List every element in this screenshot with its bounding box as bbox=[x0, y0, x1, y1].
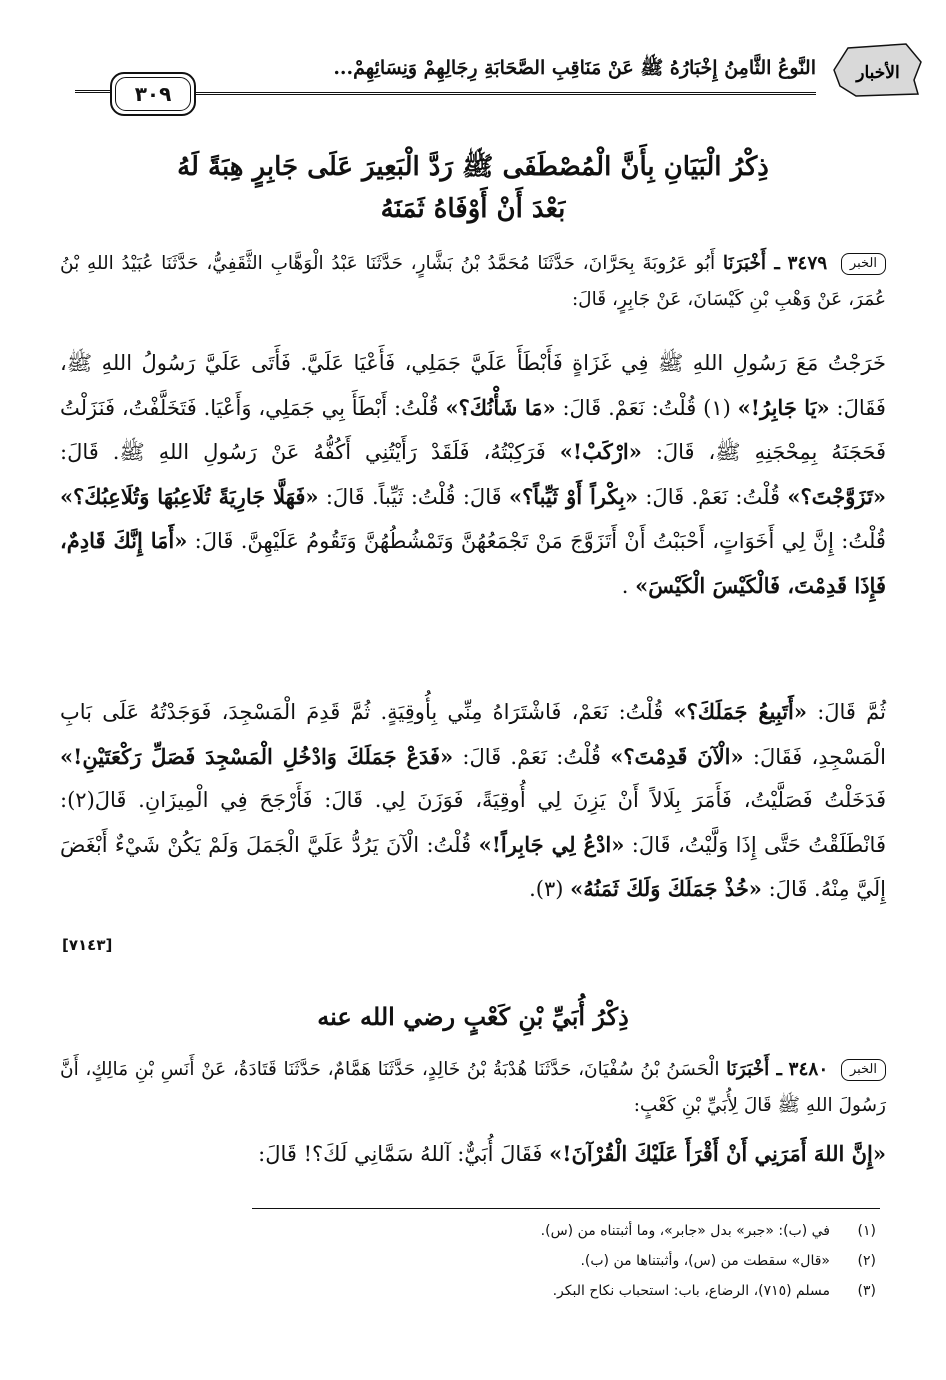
matn-text: قُلْتُ: أَبْطَأَ بِي جَمَلِي، وَأَعْيَا. فَتَخَلَّفْتُ، فَنَزَلْتُ فَحَجَنَهُ بِمِحْجَنِهِ ﷺ، قَالَ: bbox=[60, 395, 886, 464]
footnote-1 bbox=[80, 1216, 876, 1246]
prophet-speech: «خُذْ جَمَلَكَ وَلَكَ ثَمَنُهُ» bbox=[570, 876, 762, 901]
matn-text: ثُمَّ قَالَ: bbox=[817, 700, 886, 724]
prophet-speech: «فَهَلَّا جَارِيَةً تُلَاعِبُهَا وَتُلَاعِبُكَ؟» bbox=[60, 483, 319, 509]
footnote-text: في (ب): «جبر» بدل «جابر»، وما أثبتناه من (س). bbox=[540, 1223, 830, 1239]
matn-text: قُلْتُ: الْآنَ يَرُدُّ عَلَيَّ الْجَمَلَ وَلَمْ يَكُنْ شَيْءٌ أَبْغَضَ إِلَيَّ مِنْهُ. قَالَ: bbox=[60, 832, 886, 901]
prophet-speech: «بِكْراً أَوْ ثَيِّباً؟» bbox=[508, 483, 639, 509]
puzzle-badge-icon bbox=[826, 40, 926, 100]
matn-text: . bbox=[621, 573, 629, 598]
footnote-number: (١) bbox=[857, 1223, 876, 1239]
isnad-text: الْحَسَنُ بْنُ سُفْيَانَ، حَدَّثَنَا هُدْبَةُ بْنُ خَالِدٍ، حَدَّثَنَا هَمَّامٌ، حَدَّثَنَا قَتَادَةُ، عَنْ أَنَسِ بْنِ مَالِكٍ، أَنَّ رَسُولَ اللهِ ﷺ قَالَ لِأُبَيِّ بْنِ كَعْبٍ: bbox=[60, 1059, 886, 1116]
prophet-speech: «تَزَوَّجْتَ؟» bbox=[787, 483, 886, 509]
prophet-speech: «أَمَا إِنَّكَ قَادِمٌ، فَإِذَا قَدِمْتَ، فَالْكَيْسَ الْكَيْسَ» bbox=[60, 528, 886, 598]
matn-text: (٣). bbox=[529, 877, 564, 901]
page-number-box bbox=[110, 72, 196, 116]
matn-text: فَدَخَلْتُ فَصَلَّيْتُ، فَأَمَرَ بِلَالاً أَنْ يَزِنَ لِي أُوقِيَةً، فَوَزَنَ لِي. قَالَ: فَأَرْجَحَ فِي الْمِيزَانِ. قَالَ(٢): فَانْطَلَقْتُ حَتَّى إِذَا وَلَّيْتُ، قَالَ: bbox=[60, 788, 886, 857]
prophet-speech: «الْآنَ قَدِمْتَ؟» bbox=[610, 743, 744, 769]
prophet-speech: «ادْعُ لِي جَابِراً!» bbox=[478, 831, 625, 857]
prophet-speech: «فَدَعْ جَمَلَكَ وَادْخُلِ الْمَسْجِدَ فَصَلِّ رَكْعَتَيْنِ!» bbox=[60, 743, 454, 769]
footnote-number: (٢) bbox=[857, 1253, 876, 1269]
footnote-rule bbox=[252, 1208, 880, 1209]
matn-paragraph-3 bbox=[60, 1132, 886, 1177]
footnote-text: مسلم (٧١٥)، الرضاع، باب: استحباب نكاح البكر. bbox=[552, 1283, 830, 1299]
reference-number: [٧١٤٣] bbox=[62, 936, 113, 954]
akhbarana-label: ـ أَخْبَرَنَا bbox=[722, 253, 780, 274]
prophet-speech: «أَتَبِيعُ جَمَلَكَ؟» bbox=[673, 699, 807, 724]
header-badge-label: الأخبار bbox=[856, 63, 900, 83]
khabar-badge: الخبر bbox=[841, 253, 886, 275]
header-title: النَّوعُ الثَّامِنُ إِخْبَارُهُ ﷺ عَنْ مَنَاقِبِ الصَّحَابَةِ رِجَالِهِمْ وَنِسَائِهِمْ... bbox=[333, 57, 816, 79]
prophet-speech: «إِنَّ اللهَ أَمَرَنِي أَنْ أَقْرَأَ عَلَيْكَ الْقُرْآنَ!» bbox=[549, 1141, 886, 1166]
prophet-speech: «مَا شَأْنُكَ؟» bbox=[445, 394, 556, 420]
isnad-text: أَبُو عَرُوبَةَ بِحَرَّانَ، حَدَّثَنَا مُحَمَّدُ بْنُ بَشَّارٍ، حَدَّثَنَا عَبْدُ الْوَهَّابِ الثَّقَفِيُّ، حَدَّثَنَا عُبَيْدُ اللهِ بْنُ عُمَرَ، عَنْ وَهْبِ بْنِ كَيْسَانَ، عَنْ جَابِرٍ، قَالَ: bbox=[60, 253, 886, 310]
matn-text: قَالَ: قُلْتُ: ثَيِّباً. قَالَ: bbox=[325, 484, 502, 509]
prophet-speech: «ارْكَبْ!» bbox=[559, 439, 642, 464]
hadith-3479-isnad bbox=[60, 246, 886, 318]
matn-text: قُلْتُ: نَعَمْ، فَاشْتَرَاهُ مِنِّي بِأُوقِيَةٍ. ثُمَّ قَدِمَ الْمَسْجِدَ، فَوَجَدْتُهُ عَلَى بَابِ الْمَسْجِدِ، فَقَالَ: bbox=[60, 700, 886, 769]
header-left-rule bbox=[75, 90, 110, 93]
hadith-number: ٣٤٧٩ bbox=[787, 253, 828, 274]
matn-text: فَقَالَ أُبَيٌّ: آللهُ سَمَّانِي لَكَ؟! قَالَ: bbox=[258, 1142, 543, 1166]
matn-text: قُلْتُ: إِنَّ لِي أَخَوَاتٍ، أَحْبَبْتُ أَنْ أَتَزَوَّجَ مَنْ تَجْمَعُهُنَّ وَتَمْشُطُهُنَّ وَتَقُومُ عَلَيْهِنَّ. قَالَ: bbox=[194, 529, 886, 553]
akhbarana-label: ـ أَخْبَرَنَا bbox=[726, 1059, 782, 1080]
section-heading-2: ذِكْرُ أُبَيِّ بْنِ كَعْبٍ رضي الله عنه bbox=[317, 1002, 629, 1031]
matn-text: قُلْتُ: نَعَمْ. قَالَ: bbox=[462, 744, 601, 769]
matn-text: فَرَكِبْتُهُ، فَلَقَدْ رَأَيْتُنِي أَكُفُّهُ عَنْ رَسُولِ اللهِ ﷺ. قَالَ: bbox=[60, 440, 546, 464]
running-header bbox=[85, 40, 926, 130]
heading-line-1: ذِكْرُ الْبَيَانِ بِأَنَّ الْمُصْطَفَى ﷺ رَدَّ الْبَعِيرَ عَلَى جَابِرٍ هِبَةً لَهُ bbox=[177, 152, 769, 182]
matn-text: (١) قُلْتُ: نَعَمْ. قَالَ: bbox=[562, 395, 731, 420]
prophet-speech: «يَا جَابِرُ!» bbox=[737, 394, 830, 420]
footnote-text: «قال» سقطت من (س)، وأثبتناها من (ب). bbox=[580, 1253, 830, 1269]
matn-paragraph-2 bbox=[60, 690, 886, 912]
footnote-3 bbox=[80, 1276, 876, 1306]
header-rule bbox=[195, 92, 816, 95]
matn-text: خَرَجْتُ مَعَ رَسُولِ اللهِ ﷺ فِي غَزَاةٍ فَأَبْطَأَ عَلَيَّ جَمَلِي، فَأَعْيَا عَلَيَّ. فَأَتَى عَلَيَّ رَسُولُ اللهِ ﷺ، فَقَالَ: bbox=[60, 351, 886, 420]
khabar-badge: الخبر bbox=[841, 1059, 886, 1081]
page-number: ٣٠٩ bbox=[115, 77, 191, 111]
hadith-3480-isnad bbox=[60, 1052, 886, 1124]
matn-text: قُلْتُ: نَعَمْ. قَالَ: bbox=[645, 484, 781, 509]
section-heading-1 bbox=[60, 146, 886, 230]
footnote-2 bbox=[80, 1246, 876, 1276]
footnote-number: (٣) bbox=[857, 1283, 876, 1299]
heading-line-2: بَعْدَ أَنْ أَوْفَاهُ ثَمَنَهُ bbox=[380, 194, 566, 224]
matn-paragraph-1 bbox=[60, 342, 886, 608]
hadith-number: ٣٤٨٠ bbox=[788, 1059, 829, 1080]
